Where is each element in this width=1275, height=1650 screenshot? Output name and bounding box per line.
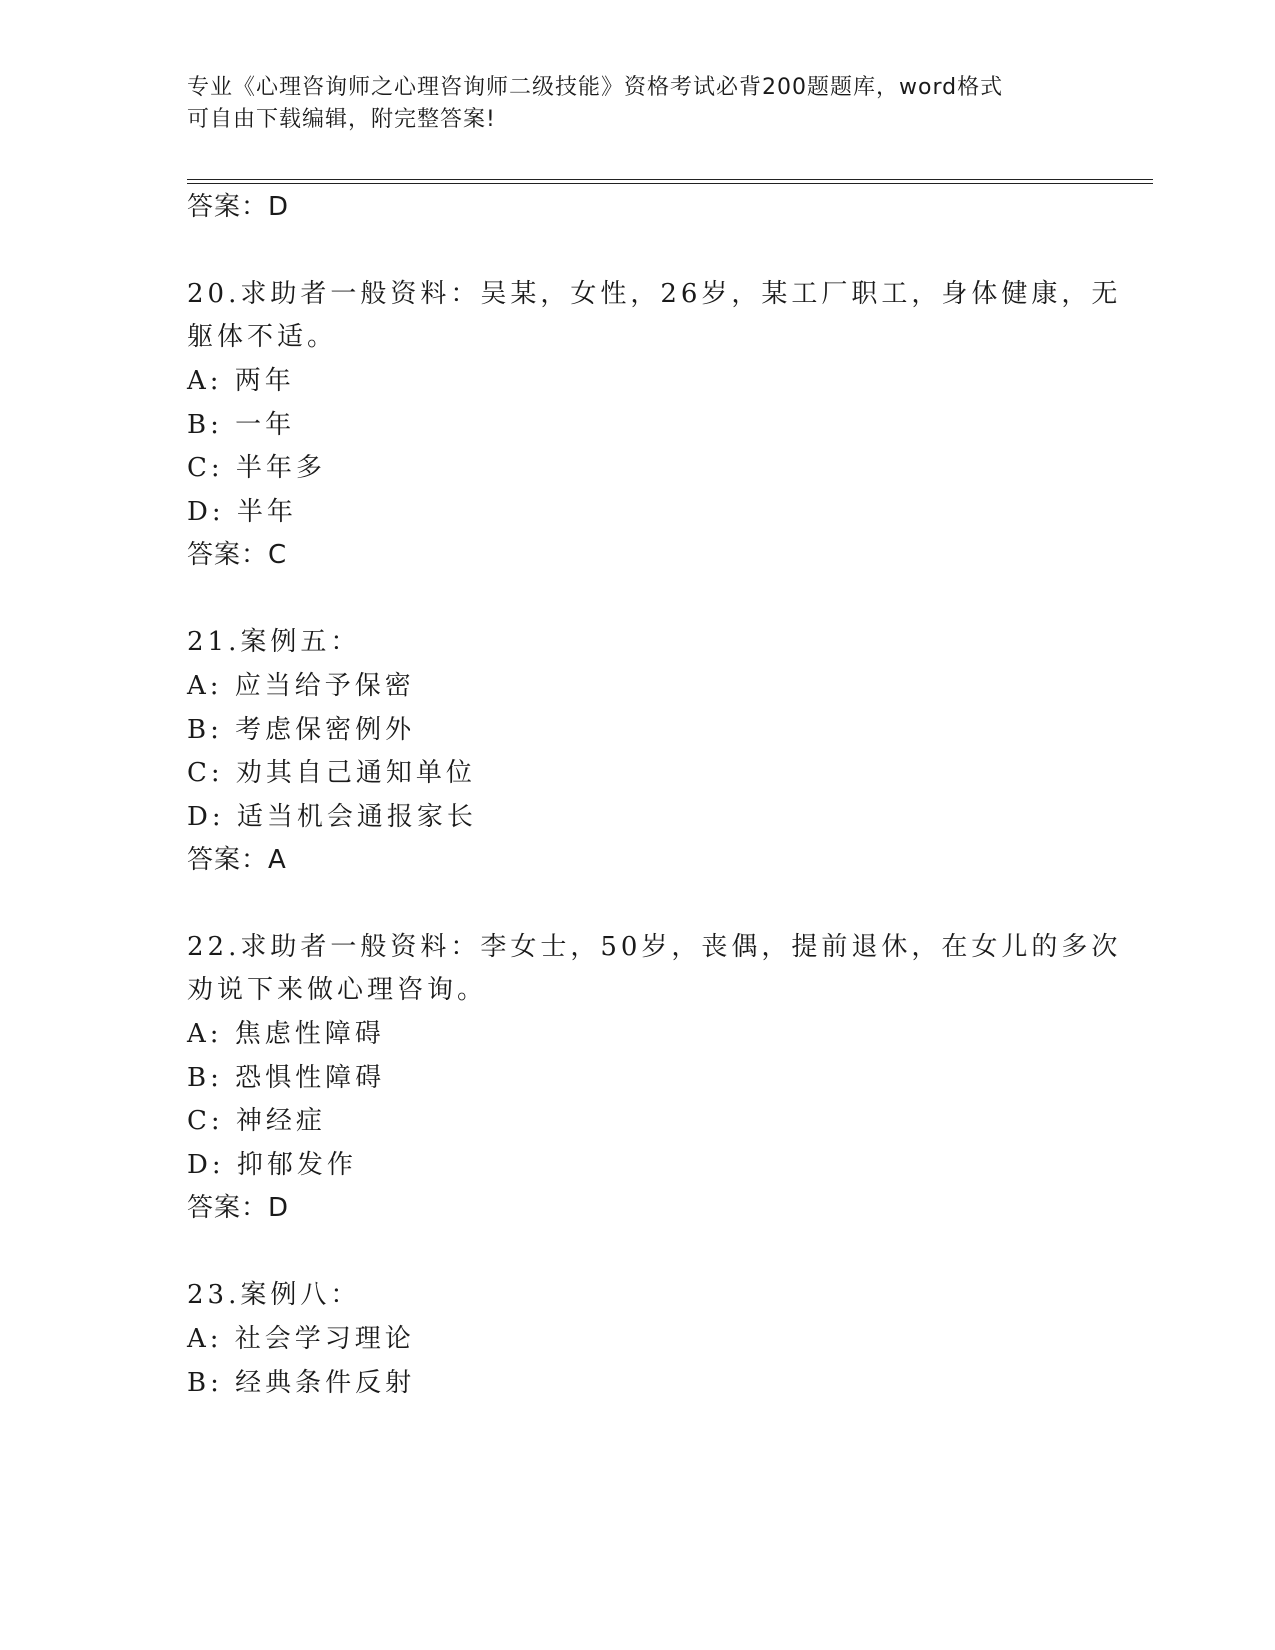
question-21-answer: 答案：A: [187, 845, 287, 875]
question-21-stem-line-1: 21.案例五：: [187, 627, 361, 657]
question-20-option-c: C: 半年多: [187, 453, 326, 483]
question-20-option-b: B: 一年: [187, 410, 296, 440]
question-22-option-a: A: 焦虑性障碍: [187, 1019, 385, 1049]
question-20-stem-line-1: 20.求助者一般资料：吴某，女性，26岁，某工厂职工，身体健康，无: [187, 279, 1122, 309]
question-21-option-d: D: 适当机会通报家长: [187, 802, 477, 832]
header-line-2: 可自由下载编辑，附完整答案!: [187, 107, 496, 132]
question-22-answer: 答案：D: [187, 1193, 290, 1223]
question-21-option-b: B: 考虑保密例外: [187, 715, 416, 745]
question-21-option-a: A: 应当给予保密: [187, 671, 415, 701]
question-23-option-b: B: 经典条件反射: [187, 1368, 416, 1398]
question-21-option-c: C: 劝其自己通知单位: [187, 758, 476, 788]
question-22-option-c: C: 神经症: [187, 1106, 326, 1136]
question-20-option-d: D: 半年: [187, 497, 297, 527]
question-20-answer: 答案：C: [187, 540, 288, 570]
question-22-option-b: B: 恐惧性障碍: [187, 1063, 386, 1093]
header-divider-bottom: [187, 183, 1153, 184]
question-22-stem-line-1: 22.求助者一般资料：李女士，50岁，丧偶，提前退休，在女儿的多次: [187, 932, 1122, 962]
question-22-stem-line-2: 劝说下来做心理咨询。: [187, 975, 488, 1005]
question-20-stem-line-2: 躯体不适。: [187, 322, 338, 352]
document-header: [187, 72, 1087, 136]
previous-answer: 答案：D: [187, 192, 290, 222]
question-23-option-a: A: 社会学习理论: [187, 1324, 415, 1354]
header-divider-top: [187, 179, 1153, 180]
question-20-option-a: A: 两年: [187, 366, 295, 396]
question-22-option-d: D: 抑郁发作: [187, 1150, 357, 1180]
question-23-stem-line-1: 23.案例八：: [187, 1280, 361, 1310]
header-line-1: 专业《心理咨询师之心理咨询师二级技能》资格考试必背200题题库，word格式: [187, 75, 1004, 100]
